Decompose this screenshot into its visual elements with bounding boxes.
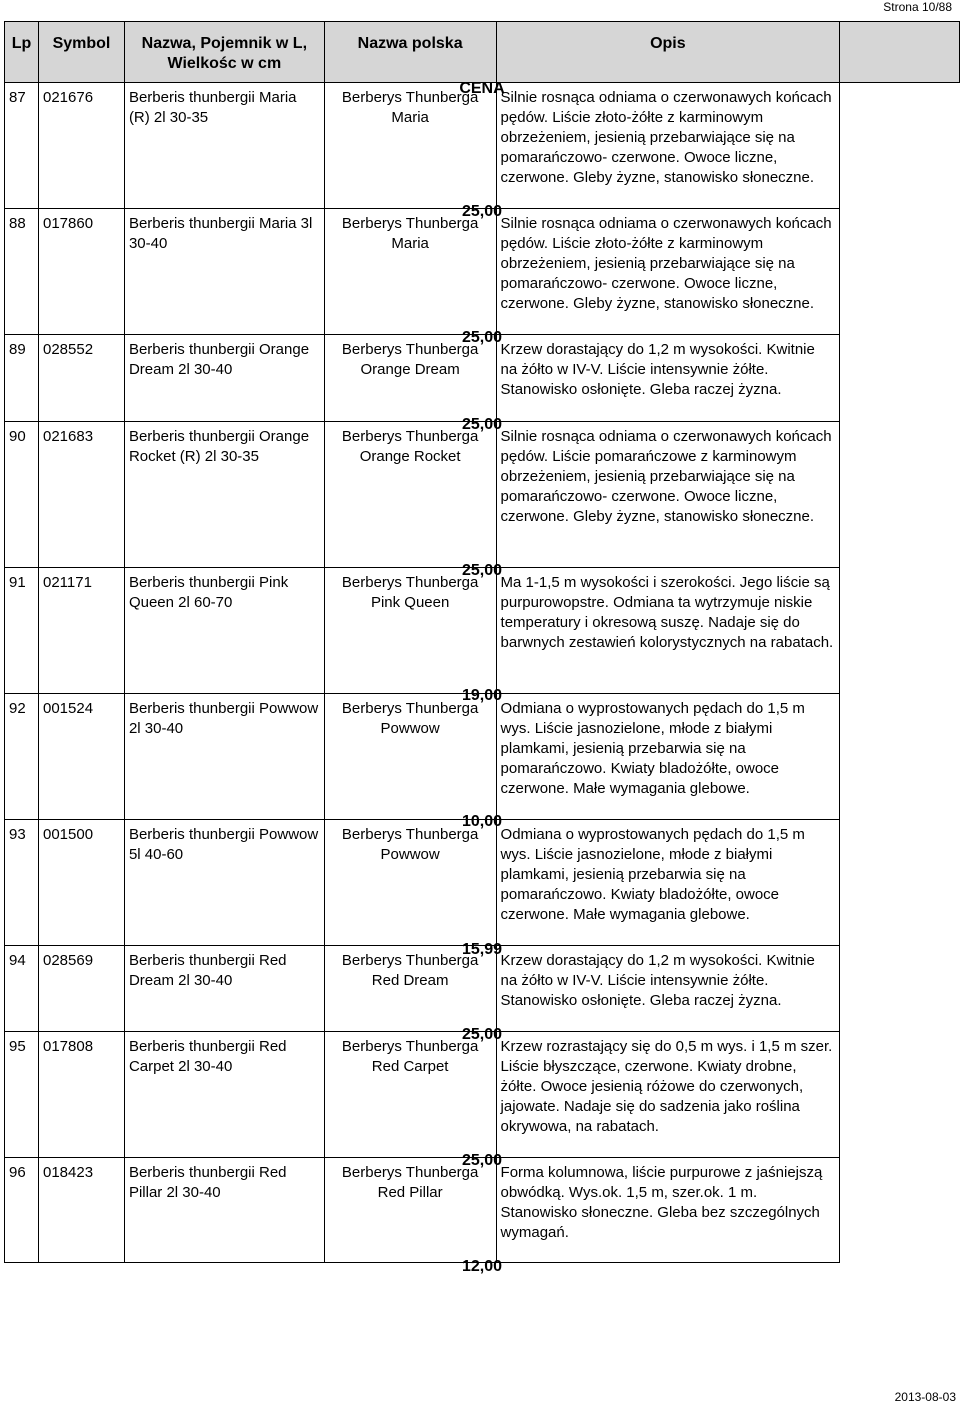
row-symbol: 028569 xyxy=(38,946,124,1032)
row-symbol: 017860 xyxy=(38,209,124,335)
header-name: Nazwa, Pojemnik w L, Wielkośc w cm xyxy=(124,22,324,83)
row-polish-name: Berberys Thunberga Maria xyxy=(324,83,496,209)
row-name: Berberis thunbergii Pink Queen 2l 60-70 xyxy=(124,568,324,694)
row-symbol: 021676 xyxy=(38,83,124,209)
row-symbol: 021683 xyxy=(38,422,124,568)
row-lp: 96 xyxy=(5,1158,39,1263)
row-symbol: 001524 xyxy=(38,694,124,820)
row-description: Odmiana o wyprostowanych pędach do 1,5 m wys. Liście jasnozielone, młode z białymi plamkami, jesienią przebarwia się na pomarańczowo. Kwiaty bladożółte, owoce czerwone. Małe wymagania glebowe. xyxy=(496,820,840,946)
row-name: Berberis thunbergii Orange Dream 2l 30-40 xyxy=(124,335,324,422)
table-row xyxy=(5,568,960,694)
row-description: Odmiana o wyprostowanych pędach do 1,5 m wys. Liście jasnozielone, młode z białymi plamkami, jesienią przebarwia się na pomarańczowo. Kwiaty bladożółte, owoce czerwone. Małe wymagania glebowe. xyxy=(496,694,840,820)
product-table xyxy=(4,21,960,1275)
row-name: Berberis thunbergii Red Dream 2l 30-40 xyxy=(124,946,324,1032)
row-name: Berberis thunbergii Orange Rocket (R) 2l 30-35 xyxy=(124,422,324,568)
table-row xyxy=(5,1158,960,1263)
row-description: Silnie rosnąca odniama o czerwonawych końcach pędów. Liście pomarańczowe z karminowym obrzeżeniem, jesienią przebarwiające się na pomarańczowo- czerwone. Owoce liczne, czerwone. Gleby żyzne, stanowisko słoneczne. xyxy=(496,422,840,568)
row-name: Berberis thunbergii Powwow 2l 30-40 xyxy=(124,694,324,820)
table-header-row xyxy=(5,22,960,83)
row-name: Berberis thunbergii Powwow 5l 40-60 xyxy=(124,820,324,946)
row-polish-name: Berberys Thunberga Powwow xyxy=(324,694,496,820)
table-row xyxy=(5,694,960,820)
row-polish-name: Berberys Thunberga Red Dream xyxy=(324,946,496,1032)
table-row xyxy=(5,83,960,209)
table-row xyxy=(5,335,960,422)
row-description: Forma kolumnowa, liście purpurowe z jaśniejszą obwódką. Wys.ok. 1,5 m, szer.ok. 1 m. Stanowisko słoneczne. Gleba bez szczególnych wymagań. xyxy=(496,1158,840,1263)
row-polish-name: Berberys Thunberga Red Pillar xyxy=(324,1158,496,1263)
header-polish-name: Nazwa polska xyxy=(324,22,496,83)
row-description: Krzew dorastający do 1,2 m wysokości. Kwitnie na żółto w IV-V. Liście intensywnie żółte. Stanowisko osłonięte. Gleba raczej żyzna. xyxy=(496,335,840,422)
row-symbol: 021171 xyxy=(38,568,124,694)
row-lp: 91 xyxy=(5,568,39,694)
row-symbol: 018423 xyxy=(38,1158,124,1263)
row-name: Berberis thunbergii Maria 3l 30-40 xyxy=(124,209,324,335)
row-name: Berberis thunbergii Red Carpet 2l 30-40 xyxy=(124,1032,324,1158)
row-name: Berberis thunbergii Red Pillar 2l 30-40 xyxy=(124,1158,324,1263)
row-polish-name: Berberys Thunberga Powwow xyxy=(324,820,496,946)
row-symbol: 001500 xyxy=(38,820,124,946)
row-lp: 88 xyxy=(5,209,39,335)
header-lp: Lp xyxy=(5,22,39,83)
row-description: Ma 1-1,5 m wysokości i szerokości. Jego liście są purpurowopstre. Odmiana ta wytrzymuje niskie temperatury i okresową suszę. Nadaje się do barwnych zestawień kolorystycznych na rabatach. xyxy=(496,568,840,694)
table-row xyxy=(5,1032,960,1158)
row-lp: 94 xyxy=(5,946,39,1032)
page-number: Strona 10/88 xyxy=(883,0,952,14)
print-date: 2013-08-03 xyxy=(894,1390,956,1404)
row-description: Silnie rosnąca odniama o czerwonawych końcach pędów. Liście złoto-żółte z karminowym obrzeżeniem, jesienią przebarwiające się na pomarańczowo- czerwone. Owoce liczne, czerwone. Gleby żyzne, stanowisko słoneczne. xyxy=(496,83,840,209)
row-polish-name: Berberys Thunberga Red Carpet xyxy=(324,1032,496,1158)
row-polish-name: Berberys Thunberga Orange Dream xyxy=(324,335,496,422)
row-lp: 87 xyxy=(5,83,39,209)
row-description: Krzew rozrastający się do 0,5 m wys. i 1,5 m szer. Liście błyszczące, czerwone. Kwiaty drobne, żółte. Owoce jesienią różowe do czerwonych, jajowate. Nadaje się do sadzenia jako roślina okrywowa, na rabatach. xyxy=(496,1032,840,1158)
row-lp: 93 xyxy=(5,820,39,946)
row-description: Silnie rosnąca odniama o czerwonawych końcach pędów. Liście złoto-żółte z karminowym obrzeżeniem, jesienią przebarwiające się na pomarańczowo- czerwone. Owoce liczne, czerwone. Gleby żyzne, stanowisko słoneczne. xyxy=(496,209,840,335)
header-symbol: Symbol xyxy=(38,22,124,83)
row-lp: 95 xyxy=(5,1032,39,1158)
row-description: Krzew dorastający do 1,2 m wysokości. Kwitnie na żółto w IV-V. Liście intensywnie żółte. Stanowisko osłonięte. Gleba raczej żyzna. xyxy=(496,946,840,1032)
row-name: Berberis thunbergii Maria (R) 2l 30-35 xyxy=(124,83,324,209)
row-lp: 89 xyxy=(5,335,39,422)
row-polish-name: Berberys Thunberga Maria xyxy=(324,209,496,335)
header-description: Opis xyxy=(496,22,840,83)
row-symbol: 017808 xyxy=(38,1032,124,1158)
price-column: CENA 25,00 25,00 25,00 25,00 19,00 10,00 15,99 25,00 25,00 12,00 xyxy=(840,22,960,83)
header-price: CENA xyxy=(459,79,505,97)
row-polish-name: Berberys Thunberga Orange Rocket xyxy=(324,422,496,568)
row-symbol: 028552 xyxy=(38,335,124,422)
table-row xyxy=(5,209,960,335)
table-row xyxy=(5,422,960,568)
row-polish-name: Berberys Thunberga Pink Queen xyxy=(324,568,496,694)
row-lp: 92 xyxy=(5,694,39,820)
row-lp: 90 xyxy=(5,422,39,568)
table-row xyxy=(5,820,960,946)
